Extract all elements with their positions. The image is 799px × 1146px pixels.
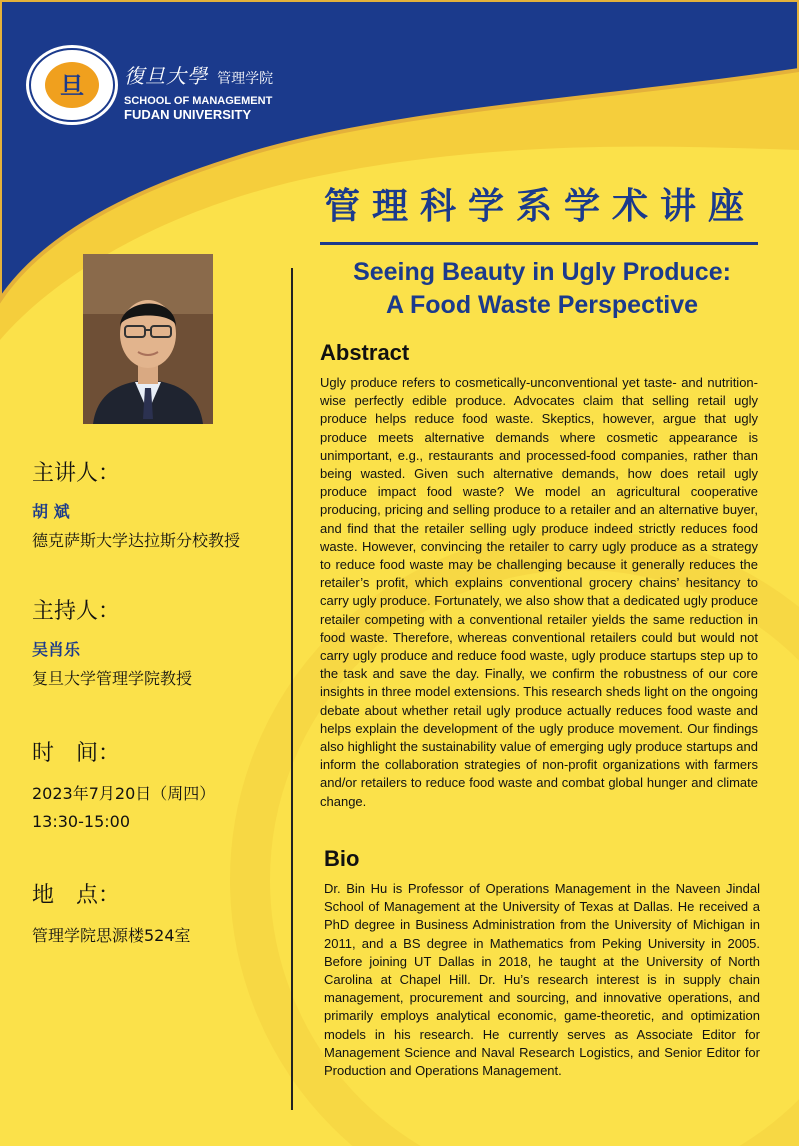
event-date: 2023年7月20日（周四） — [32, 784, 216, 803]
host-label: 主持人： — [32, 599, 121, 624]
speaker-name: 胡 斌 — [32, 502, 70, 521]
event-room: 管理学院思源楼524室 — [32, 926, 191, 945]
place-block — [32, 878, 191, 946]
school-en-line2: FUDAN UNIVERSITY — [124, 107, 252, 122]
school-en-line1: SCHOOL OF MANAGEMENT — [124, 95, 273, 107]
abstract-heading: Abstract — [320, 340, 410, 365]
school-cn-name: 復旦大學 — [124, 64, 208, 88]
svg-text:旦: 旦 — [60, 72, 84, 100]
lecture-title-line2: A Food Waste Perspective — [385, 291, 699, 319]
title-underline — [320, 242, 758, 245]
host-name: 吴肖乐 — [32, 640, 81, 659]
speaker-block — [32, 456, 240, 551]
school-cn-unit: 管理学院 — [217, 71, 274, 87]
place-label: 地 点： — [32, 883, 121, 908]
lecture-title — [320, 256, 764, 322]
time-label: 时 间： — [32, 741, 121, 766]
school-brand — [124, 60, 273, 122]
fudan-som-seal-icon — [22, 42, 122, 128]
host-affiliation: 复旦大学管理学院教授 — [32, 669, 193, 688]
speaker-photo — [83, 254, 213, 424]
lecture-title-line1: Seeing Beauty in Ugly Produce: — [353, 258, 731, 286]
speaker-affiliation: 德克萨斯大学达拉斯分校教授 — [32, 531, 241, 550]
column-divider — [291, 268, 293, 1110]
speaker-label: 主讲人： — [32, 461, 121, 486]
host-block — [32, 594, 192, 689]
time-block — [32, 736, 215, 831]
event-hours: 13:30-15:00 — [32, 812, 130, 831]
bio-text: Dr. Bin Hu is Professor of Operations Management in the Naveen Jindal School of Management at the University of Texas at Dallas. He received a PhD degree in Business Administration from the University of Michigan in 2011, and a BS degree in Mathematics from Peking University in 2005. Before joining UT Dallas in 2018, he taught at the University of North Carolina at Chapel Hill. Dr. Hu’s research interest is in supply chain management, procurement and sourcing, and innovative operations, and primarily employs analytical economic, game-theoretic, and optimization models in his research. He currently serves as Associate Editor for Management Science and Naval Research Logistics, and Senior Editor for Production and Operations Management. — [324, 881, 760, 1079]
lecture-series-title: 管理科学系学术讲座 — [323, 186, 756, 227]
bio-heading: Bio — [324, 846, 360, 871]
abstract-text: Ugly produce refers to cosmetically-unconventional yet taste- and nutrition-wise perfectly edible produce. Advocates claim that selling retail ugly produce helps reduce food waste. Skeptics, however, argue that ugly produce meets alternative demands where cosmetic appearance is unimportant, e.g., restaurants and processed-food companies, rather than being wasted. Given such alternative demands, how does retail ugly produce impact food waste? We model an agricultural cooperative producing, pricing and selling produce to a retailer and an alternative buyer, and find that the retailer selling ugly produce indeed strictly reduces food waste. However, convincing the retailer to carry ugly produce as a strategy to reduce food waste may be challenging because it generally reduces the retailer’s profit, which explains conventional grocery chains’ hesitancy to carry ugly produce. Fortunately, we also show that a dedicated ugly produce retailer competing with a conventional retailer yields the same reduction in food waste. Therefore, whereas conventional retailers could but would not carry ugly produce and reduce food waste, ugly produce startups step up to the task and save the day. Finally, we confirm the robustness of our core insights in three model extensions. This research sheds light on the ongoing debate about whether retail ugly produce actually reduces food waste and helps explain the development of the ugly produce movement. Our findings also highlight the sustainability value of emerging ugly produce startups and inform the collaboration strategies of non-profit organizations with farmers and/or retailers to reduce food waste and combat global hunger and climate change. — [320, 375, 758, 809]
